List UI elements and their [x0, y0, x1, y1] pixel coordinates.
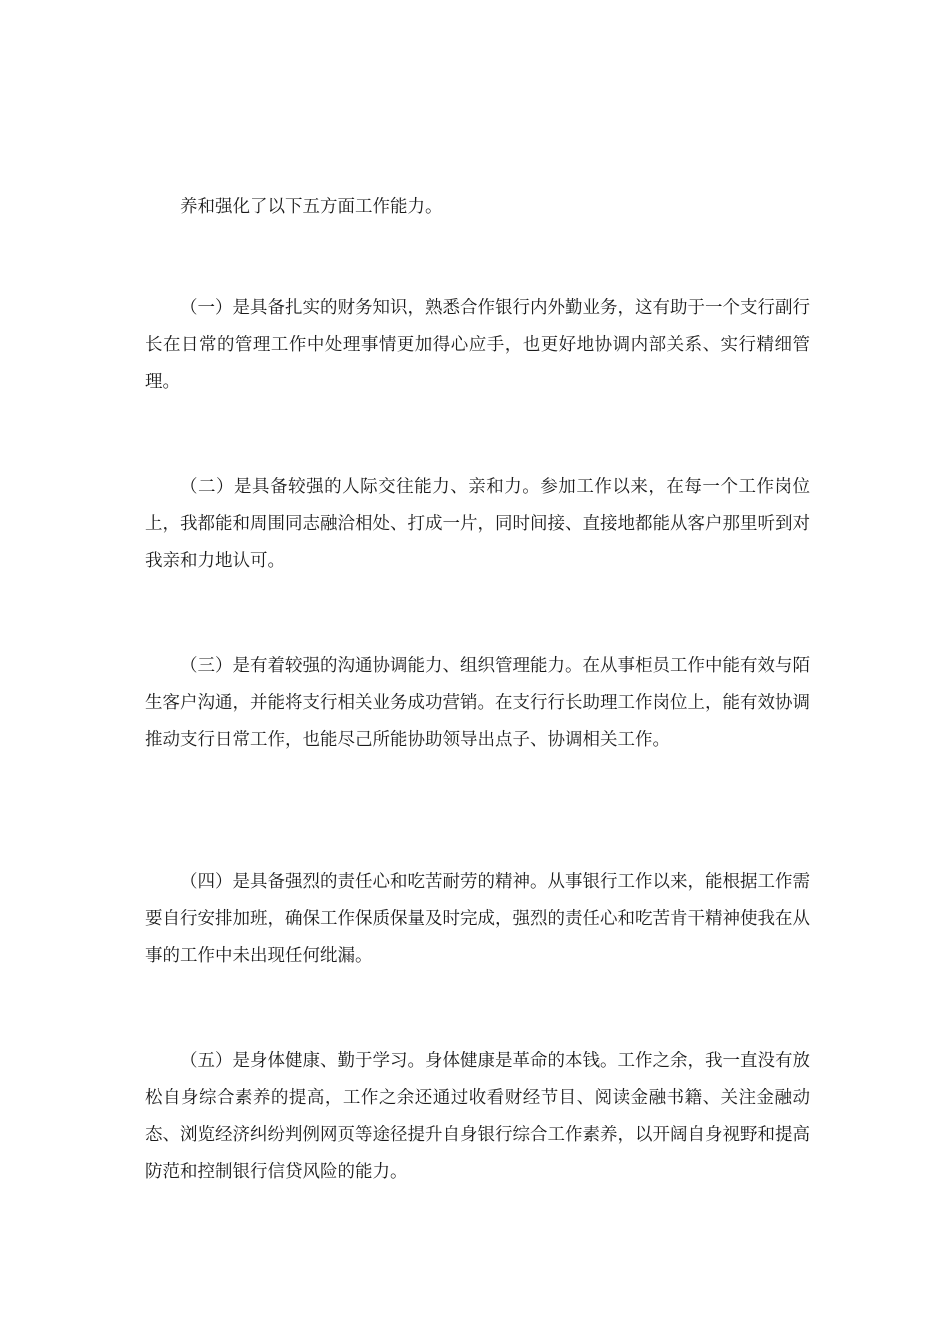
ability-paragraph-2: （二）是具备较强的人际交往能力、亲和力。参加工作以来，在每一个工作岗位上，我都能和周围同志融洽相处、打成一片，同时间接、直接地都能从客户那里听到对我亲和力地认可。: [145, 477, 810, 571]
intro-paragraph: 养和强化了以下五方面工作能力。: [180, 197, 443, 217]
ability-paragraph-3: （三）是有着较强的沟通协调能力、组织管理能力。在从事柜员工作中能有效与陌生客户沟通，并能将支行相关业务成功营销。在支行行长助理工作岗位上，能有效协调推动支行日常工作，也能尽己所能协助领导出点子、协调相关工作。: [145, 656, 810, 750]
ability-paragraph-4: （四）是具备强烈的责任心和吃苦耐劳的精神。从事银行工作以来，能根据工作需要自行安排加班，确保工作保质保量及时完成，强烈的责任心和吃苦肯干精神使我在从事的工作中未出现任何纰漏。: [145, 872, 810, 966]
ability-paragraph-5: （五）是身体健康、勤于学习。身体健康是革命的本钱。工作之余，我一直没有放松自身综合素养的提高，工作之余还通过收看财经节目、阅读金融书籍、关注金融动态、浏览经济纠纷判例网页等途径提升自身银行综合工作素养，以开阔自身视野和提高防范和控制银行信贷风险的能力。: [145, 1051, 810, 1182]
ability-paragraph-1: （一）是具备扎实的财务知识，熟悉合作银行内外勤业务，这有助于一个支行副行长在日常的管理工作中处理事情更加得心应手，也更好地协调内部关系、实行精细管理。: [145, 298, 810, 392]
